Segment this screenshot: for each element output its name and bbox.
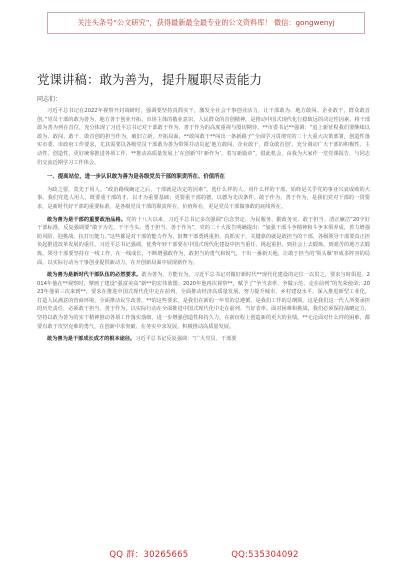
promo-banner: 关注头条号“公文研究”，获得最新最全最专业的公文资料库！ 微信：gongwenyj <box>47 12 365 34</box>
paragraph-lead: 敢为善为是新时代干部队伍的必然要求。 <box>47 272 142 279</box>
document-body <box>37 107 370 348</box>
paragraph-lead: 敢为善为是干部的重要政治品格。 <box>47 216 127 223</box>
paragraph <box>37 335 370 344</box>
footer-contact <box>0 548 408 560</box>
paragraph-text: 敢为善为，方能有为。习近平总书记对做好新时代**现代化建设的定位一以贯之，要求与时俱进。2014年他在**视察时，擘画了建设“强富美高”新**的宏伟蓝图；2020年他再次视察**，赋予了“争当表率、争做示范、走在前列”的光荣使命；2023年他第三次来到**，要求在推进中国式现代化中走在前列，全面推动经济高质量发展，努力提升城市、乡村建设水平，深入推进新型工业化，打造人民满意的营商环境，全面推动民生改善。**的这些要求，是我们在新的一年里的总遵循，是我们工作的总纲领。这是我们这一代人所要承担的历史责任，必须敢于担当、善于作为，以实际行动在全面推进中国式现代化中走在前列、当好表率。面对困难和挑战，我们必须保持战略定力，坚持以敢为善为的实干精神推动各项工作落实落细，进一步增强创造性和持久力，在新征程上创造新的更大的业绩。**无论面对什么样的困难，都要有敢于攻坚克难的勇气，在创新中求突破、在务实中求发展，积极推动高质量发展。 <box>37 272 370 330</box>
paragraph: 习近平总书记在2022年视察开封调研时，强调要坚持真抓实干，激发全社会干事创业活力，让干部敢为、地方敢闯、企业敢干、群众敢首创。”党员干部的敢为善为，地方善于创业开拓、市场主体的敬业意识、人民群众的首创精神，是推动中国式现代化行稳致远的决定性因素。将干部敢为善为列在首位，充分体现了习近平总书记对干部敢于作为、善于作为的高度重视与殷切期待。**市委书记**强调：“追上新征程我们要继续以敢为、敢闯、敢干、敢首创的担当作为，破旧立新，开拓局面，**敢闯敢干**闯出一条新路子”全面学习贯彻党的二十大重大决策部署，创造性落实市委、市政府工作要求，尤其需要以各级党员干部敢为善为带领并动员起‘地方敢闯、企业敢干、群众敢首创’，充分调动广大干部的积极性、主动性、创造性，更好统筹推进各项工作，**推动高质量发展上‘在创新’中‘新作为’，着写新篇章”。借此机会，由我为大家作一堂党课报告，与同志们交流近期学习工作体会。 <box>37 108 370 166</box>
paragraph-lead: 敢为善为是干部成长成才的根本途径。 <box>47 336 136 343</box>
paragraph-text: 习近平总书记反复强调：“广大党员、干部要 <box>135 336 237 343</box>
document-title: 党课讲稿：敢为善为，提升履职尽责能力 <box>37 72 263 87</box>
qq-group: QQ 群：30265665 <box>109 550 189 560</box>
section-heading: 一、提高站位，进一步认识敢为善为是各级党员干部的职责所在、价值所在 <box>47 174 225 181</box>
paragraph <box>37 216 370 268</box>
paragraph-text: 党的十八大以来，习近平总书记多次强调“信念坚定、为民服务、勤政务实、敢于担当、清正廉洁”20字好干部标准，反复强调要“敢字为先、干字当头、勇于担当，善于作为”。党的二十大报告明确提出：“加强干部斗争精神和斗争本领养成，着力增强防风险、迎挑战、抗打压能力。”这些都是对干部的能力作为，鼓舞干部勇挑重担、真抓实干，关键靠的就是敢担当的干部，各级领导干部要真正担负起推进改革发展的重任。习近平总书记强调，优秀年轻干部要在中国式现代化建设中担当重任、挑起重担，到社会上去锻炼，到艰苦的地方去锻炼。领导干部要坚持在一线工作，在一线成长，不断增强敢作为，敢担当的勇气和锐气，干出一番新天地，让敢于担当的‘领头雁’形成多阵容的局面。以实际行动为干事创业提供新动力，在开创新局面中展现新作为。 <box>37 216 370 266</box>
paragraph: 为政之要，莫先于用人。“政治路线确定之后，干部就是决定的因素”。选什么样的人、用什么样的干部，始终是关乎党的事业兴衰成败的大事。我们党选人用人，既要重干部的才，以才为重要基础；更要重干部的德，以德为先决条件。敢于作为，善于作为，是我们党对干部的一贯要求，是新时代好干部的重要标准，是各级党员干部的职责所在，价值所在，更是党员干部做事敢的底线所在。 <box>37 186 370 210</box>
greeting: 同志们： <box>37 96 62 103</box>
qq-number: QQ:535304092 <box>231 550 299 560</box>
paragraph <box>37 271 370 331</box>
